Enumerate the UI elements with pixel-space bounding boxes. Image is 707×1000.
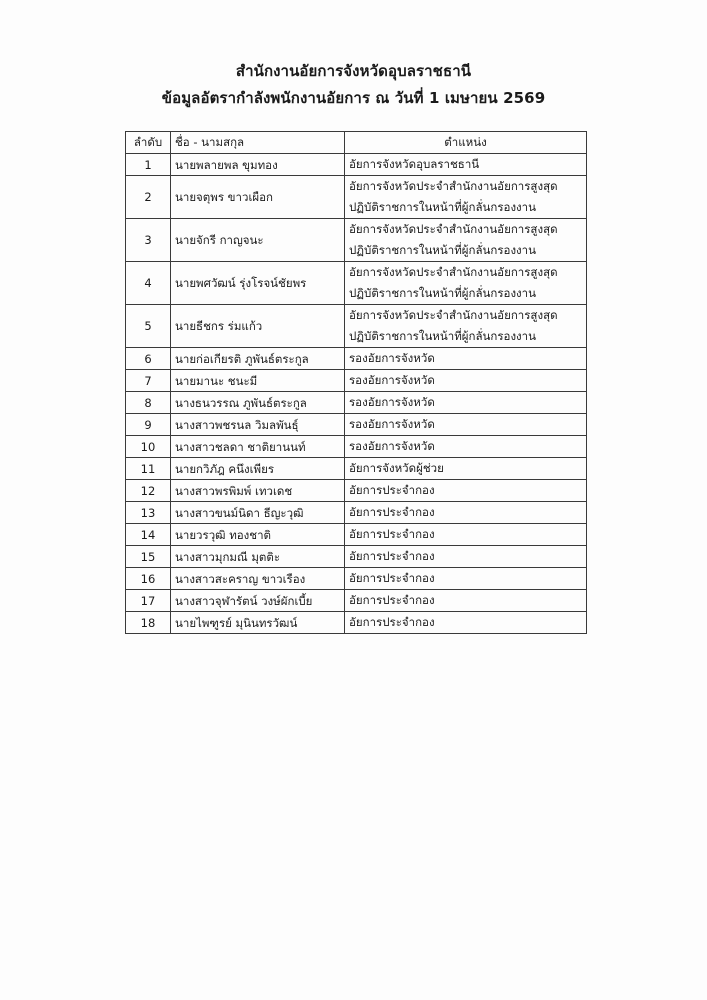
row-full-name: นายมานะ ชนะมี bbox=[171, 370, 345, 392]
row-order-number: 8 bbox=[126, 392, 171, 414]
row-order-number: 18 bbox=[126, 612, 171, 634]
row-full-name: นายพลายพล ขุมทอง bbox=[171, 154, 345, 176]
row-full-name: นางสาวสะคราญ ขาวเรือง bbox=[171, 568, 345, 590]
row-position bbox=[345, 480, 587, 502]
row-full-name: นายจตุพร ขาวเผือก bbox=[171, 176, 345, 219]
table-row bbox=[126, 219, 587, 262]
table-row bbox=[126, 176, 587, 219]
row-full-name: นางธนวรรณ ภูพันธ์ตระกูล bbox=[171, 392, 345, 414]
row-full-name: นางสาวพชรนล วิมลพันธุ์ bbox=[171, 414, 345, 436]
position-line: อัยการจังหวัดประจำสำนักงานอัยการสูงสุด bbox=[349, 179, 558, 193]
row-position bbox=[345, 305, 587, 348]
row-order-number: 14 bbox=[126, 524, 171, 546]
table-header bbox=[126, 132, 587, 154]
table-row bbox=[126, 262, 587, 305]
row-position bbox=[345, 546, 587, 568]
position-line: รองอัยการจังหวัด bbox=[349, 395, 435, 409]
table-row bbox=[126, 590, 587, 612]
row-order-number: 2 bbox=[126, 176, 171, 219]
position-line: อัยการประจำกอง bbox=[349, 615, 435, 629]
row-position bbox=[345, 502, 587, 524]
table-row bbox=[126, 546, 587, 568]
position-line: ปฏิบัติราชการในหน้าที่ผู้กลั่นกรองงาน bbox=[349, 286, 536, 300]
row-order-number: 13 bbox=[126, 502, 171, 524]
position-line: อัยการประจำกอง bbox=[349, 549, 435, 563]
row-position bbox=[345, 524, 587, 546]
position-line: อัยการจังหวัดอุบลราชธานี bbox=[349, 157, 480, 171]
row-full-name: นางสาวพรพิมพ์ เทวเดช bbox=[171, 480, 345, 502]
table-row bbox=[126, 348, 587, 370]
position-line: รองอัยการจังหวัด bbox=[349, 439, 435, 453]
row-position bbox=[345, 262, 587, 305]
row-full-name: นางสาวจุฬารัตน์ วงษ์ผักเบี้ย bbox=[171, 590, 345, 612]
table-row bbox=[126, 502, 587, 524]
position-line: อัยการจังหวัดประจำสำนักงานอัยการสูงสุด bbox=[349, 308, 558, 322]
row-order-number: 9 bbox=[126, 414, 171, 436]
position-line: อัยการประจำกอง bbox=[349, 527, 435, 541]
table-body bbox=[126, 154, 587, 634]
row-order-number: 17 bbox=[126, 590, 171, 612]
position-line: อัยการจังหวัดประจำสำนักงานอัยการสูงสุด bbox=[349, 265, 558, 279]
table-row bbox=[126, 414, 587, 436]
position-line: ปฏิบัติราชการในหน้าที่ผู้กลั่นกรองงาน bbox=[349, 243, 536, 257]
row-position bbox=[345, 219, 587, 262]
row-order-number: 4 bbox=[126, 262, 171, 305]
position-line: ปฏิบัติราชการในหน้าที่ผู้กลั่นกรองงาน bbox=[349, 200, 536, 214]
position-line: อัยการประจำกอง bbox=[349, 571, 435, 585]
row-full-name: นายกวิภัฎ คนึงเพียร bbox=[171, 458, 345, 480]
position-line: อัยการจังหวัดผู้ช่วย bbox=[349, 461, 444, 475]
table-row bbox=[126, 480, 587, 502]
row-full-name: นายจักรี กาญจนะ bbox=[171, 219, 345, 262]
row-position bbox=[345, 348, 587, 370]
row-full-name: นายธีชกร ร่มแก้ว bbox=[171, 305, 345, 348]
row-order-number: 6 bbox=[126, 348, 171, 370]
row-order-number: 16 bbox=[126, 568, 171, 590]
position-line: อัยการจังหวัดประจำสำนักงานอัยการสูงสุด bbox=[349, 222, 558, 236]
row-position bbox=[345, 370, 587, 392]
row-position bbox=[345, 392, 587, 414]
staff-table bbox=[125, 131, 587, 634]
row-order-number: 1 bbox=[126, 154, 171, 176]
header-row bbox=[126, 132, 587, 154]
row-order-number: 15 bbox=[126, 546, 171, 568]
table-row bbox=[126, 568, 587, 590]
row-position bbox=[345, 458, 587, 480]
position-line: อัยการประจำกอง bbox=[349, 593, 435, 607]
row-full-name: นางสาวขนม์นิดา ธีญะวุฒิ bbox=[171, 502, 345, 524]
row-position bbox=[345, 176, 587, 219]
table-row bbox=[126, 612, 587, 634]
row-full-name: นายวรวุฒิ ทองชาติ bbox=[171, 524, 345, 546]
row-position bbox=[345, 414, 587, 436]
position-line: รองอัยการจังหวัด bbox=[349, 351, 435, 365]
row-full-name: นายพศวัฒน์ รุ่งโรจน์ชัยพร bbox=[171, 262, 345, 305]
position-line: รองอัยการจังหวัด bbox=[349, 373, 435, 387]
position-line: ปฏิบัติราชการในหน้าที่ผู้กลั่นกรองงาน bbox=[349, 329, 536, 343]
table-row bbox=[126, 524, 587, 546]
column-header-order: ลำดับ bbox=[126, 132, 171, 154]
row-order-number: 5 bbox=[126, 305, 171, 348]
row-order-number: 7 bbox=[126, 370, 171, 392]
table-row bbox=[126, 305, 587, 348]
row-position bbox=[345, 590, 587, 612]
column-header-position: ตำแหน่ง bbox=[345, 132, 587, 154]
row-order-number: 3 bbox=[126, 219, 171, 262]
table-row bbox=[126, 154, 587, 176]
row-order-number: 10 bbox=[126, 436, 171, 458]
office-title: สำนักงานอัยการจังหวัดอุบลราชธานี bbox=[235, 62, 472, 80]
row-full-name: นายก่อเกียรติ ภูพันธ์ตระกูล bbox=[171, 348, 345, 370]
row-position bbox=[345, 436, 587, 458]
row-full-name: นางสาวมุกมณี มุตติะ bbox=[171, 546, 345, 568]
position-line: รองอัยการจังหวัด bbox=[349, 417, 435, 431]
row-position bbox=[345, 568, 587, 590]
position-line: อัยการประจำกอง bbox=[349, 483, 435, 497]
column-header-name: ชื่อ - นามสกุล bbox=[171, 132, 345, 154]
row-position bbox=[345, 612, 587, 634]
table-row bbox=[126, 392, 587, 414]
row-full-name: นางสาวชลดา ชาติยานนท์ bbox=[171, 436, 345, 458]
table-row bbox=[126, 370, 587, 392]
row-order-number: 11 bbox=[126, 458, 171, 480]
table-row bbox=[126, 436, 587, 458]
row-order-number: 12 bbox=[126, 480, 171, 502]
table-row bbox=[126, 458, 587, 480]
position-line: อัยการประจำกอง bbox=[349, 505, 435, 519]
document-subtitle: ข้อมูลอัตรากำลังพนักงานอัยการ ณ วันที่ 1 เมษายน 2569 bbox=[161, 89, 546, 107]
row-full-name: นายไพฑูรย์ มุนินทรวัฒน์ bbox=[171, 612, 345, 634]
row-position bbox=[345, 154, 587, 176]
